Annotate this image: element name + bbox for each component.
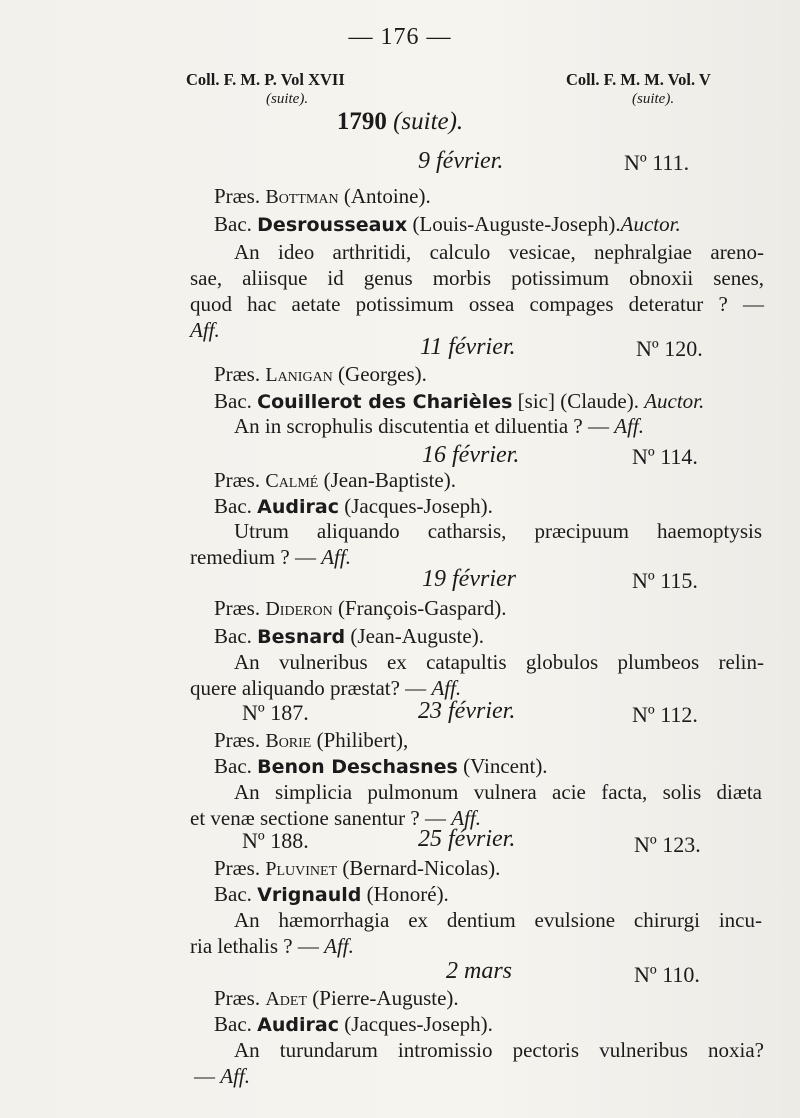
praeses-name: Calmé — [265, 470, 319, 492]
entry-date: 11 février. — [420, 334, 516, 360]
entry-date: 2 mars — [446, 958, 513, 984]
praeses-first-name: (Pierre-Auguste). — [312, 986, 459, 1010]
bachelor-prefix: Bac. — [214, 882, 252, 906]
entry-date: 16 février. — [422, 442, 520, 468]
thesis-verdict: Aff. — [321, 545, 351, 569]
praeses-first-name: (Georges). — [338, 362, 427, 386]
thesis-line: remedium ? — Aff. — [190, 545, 351, 569]
praeses-line — [214, 468, 456, 493]
praeses-prefix: Præs. — [214, 468, 261, 492]
thesis-line: Utrum aliquando catharsis, præcipuum haemoptysis — [234, 519, 762, 543]
bachelor-line — [214, 389, 704, 414]
year: 1790 — [336, 108, 387, 135]
praeses-prefix: Præs. — [214, 856, 261, 880]
thesis-line: quere aliquando præstat? — Aff. — [190, 676, 462, 700]
thesis-line: quod hac aetate potissimum ossea compages deteratur ? — — [190, 292, 764, 316]
thesis-line: — Aff. — [194, 1064, 250, 1088]
bachelor-prefix: Bac. — [214, 494, 252, 518]
bachelor-prefix: Bac. — [214, 212, 252, 236]
praeses-prefix: Præs. — [214, 986, 261, 1010]
bachelor-first-name: (Vincent). — [463, 754, 548, 778]
bachelor-name: Benon Deschasnes — [257, 756, 458, 778]
bachelor-line — [214, 624, 484, 649]
page-number: — 176 — — [348, 24, 452, 50]
bachelor-line — [214, 882, 449, 907]
right-collection-title: Coll. F. M. M. Vol. V — [566, 70, 711, 89]
praeses-prefix: Præs. — [214, 184, 261, 208]
bachelor-line — [214, 754, 548, 779]
bachelor-name: Couillerot des Charièles — [257, 391, 513, 413]
entry-number: Nº 111. — [624, 150, 690, 175]
praeses-line — [214, 184, 431, 209]
entry-date: 25 février. — [418, 826, 516, 852]
praeses-prefix: Præs. — [214, 596, 261, 620]
bachelor-name: Vrignauld — [257, 884, 362, 906]
praeses-first-name: (Jean-Baptiste). — [323, 468, 456, 492]
praeses-name: Borie — [265, 730, 312, 752]
entry-date: 9 février. — [418, 148, 504, 174]
praeses-line — [214, 728, 408, 753]
praeses-name: Bottman — [265, 186, 339, 208]
bachelor-name: Desrousseaux — [257, 214, 408, 236]
bachelor-first-name: [sic] (Claude). — [517, 389, 639, 413]
bachelor-first-name: (Jacques-Joseph). — [344, 494, 493, 518]
praeses-prefix: Præs. — [214, 362, 261, 386]
bachelor-first-name: (Jacques-Joseph). — [344, 1012, 493, 1036]
thesis-verdict: Aff. — [190, 318, 220, 342]
praeses-first-name: (Philibert), — [316, 728, 409, 752]
year-heading — [0, 108, 800, 136]
bachelor-name: Audirac — [257, 1014, 339, 1036]
bachelor-line — [214, 1012, 493, 1037]
left-entry-number: Nº 188. — [242, 828, 309, 853]
bachelor-role: Auctor. — [620, 212, 681, 236]
thesis-line: sae, aliisque id genus morbis potissimum obnoxii senes, — [190, 266, 764, 290]
entry-number: Nº 120. — [636, 336, 703, 361]
thesis-verdict: Aff. — [220, 1064, 250, 1088]
praeses-line — [214, 986, 459, 1011]
bachelor-line — [214, 212, 681, 237]
thesis-verdict: Aff. — [324, 934, 354, 958]
thesis-verdict: Aff. — [451, 806, 481, 830]
thesis-line: An turundarum intromissio pectoris vulneribus noxia? — [234, 1038, 764, 1062]
thesis-verdict: Aff. — [431, 676, 462, 700]
thesis-line: An simplicia pulmonum vulnera acie facta, solis diæta — [234, 780, 762, 804]
thesis-line: An ideo arthritidi, calculo vesicae, nephralgiae areno- — [234, 240, 764, 264]
bachelor-name: Audirac — [257, 496, 339, 518]
praeses-name: Dideron — [265, 598, 333, 620]
entry-date: 19 février — [422, 566, 516, 592]
entry-date: 23 février. — [418, 698, 516, 724]
bachelor-prefix: Bac. — [214, 389, 252, 413]
praeses-first-name: (Bernard-Nicolas). — [342, 856, 501, 880]
thesis-line: An in scrophulis discutentia et diluentia ? — Aff. — [234, 414, 645, 438]
entry-number: Nº 114. — [632, 444, 698, 469]
year-suite: (suite). — [393, 108, 464, 135]
entry-number: Nº 123. — [634, 832, 701, 857]
praeses-prefix: Præs. — [214, 728, 261, 752]
entry-number: Nº 110. — [634, 962, 700, 987]
thesis-line: An vulneribus ex catapultis globulos plumbeos relin- — [234, 650, 764, 674]
entry-number: Nº 115. — [632, 568, 698, 593]
praeses-name: Pluvinet — [265, 858, 338, 880]
thesis-line: et venæ sectione sanentur ? — Aff. — [190, 806, 481, 830]
left-collection-suite: (suite). — [266, 91, 309, 107]
left-entry-number: Nº 187. — [242, 700, 309, 725]
bachelor-first-name: (Jean-Auguste). — [350, 624, 484, 648]
praeses-line — [214, 856, 500, 881]
bachelor-prefix: Bac. — [214, 754, 252, 778]
bachelor-line — [214, 494, 493, 519]
bachelor-name: Besnard — [257, 626, 346, 648]
bachelor-prefix: Bac. — [214, 1012, 252, 1036]
bachelor-first-name: (Louis-Auguste-Joseph). — [412, 212, 621, 236]
bachelor-first-name: (Honoré). — [366, 882, 449, 906]
left-collection-title: Coll. F. M. P. Vol XVII — [186, 70, 345, 89]
praeses-name: Adet — [265, 988, 308, 1010]
praeses-line — [214, 362, 427, 387]
bachelor-prefix: Bac. — [214, 624, 252, 648]
praeses-first-name: (Antoine). — [343, 184, 431, 208]
entry-number: Nº 112. — [632, 702, 698, 727]
praeses-first-name: (François-Gaspard). — [337, 596, 507, 620]
thesis-line: ria lethalis ? — Aff. — [190, 934, 354, 958]
thesis-line: An hæmorrhagia ex dentium evulsione chirurgi incu- — [234, 908, 762, 932]
praeses-name: Lanigan — [265, 364, 333, 386]
bachelor-role: Auctor. — [644, 389, 705, 413]
praeses-line — [214, 596, 506, 621]
right-collection-suite: (suite). — [632, 91, 675, 107]
thesis-verdict: Aff. — [614, 414, 645, 438]
